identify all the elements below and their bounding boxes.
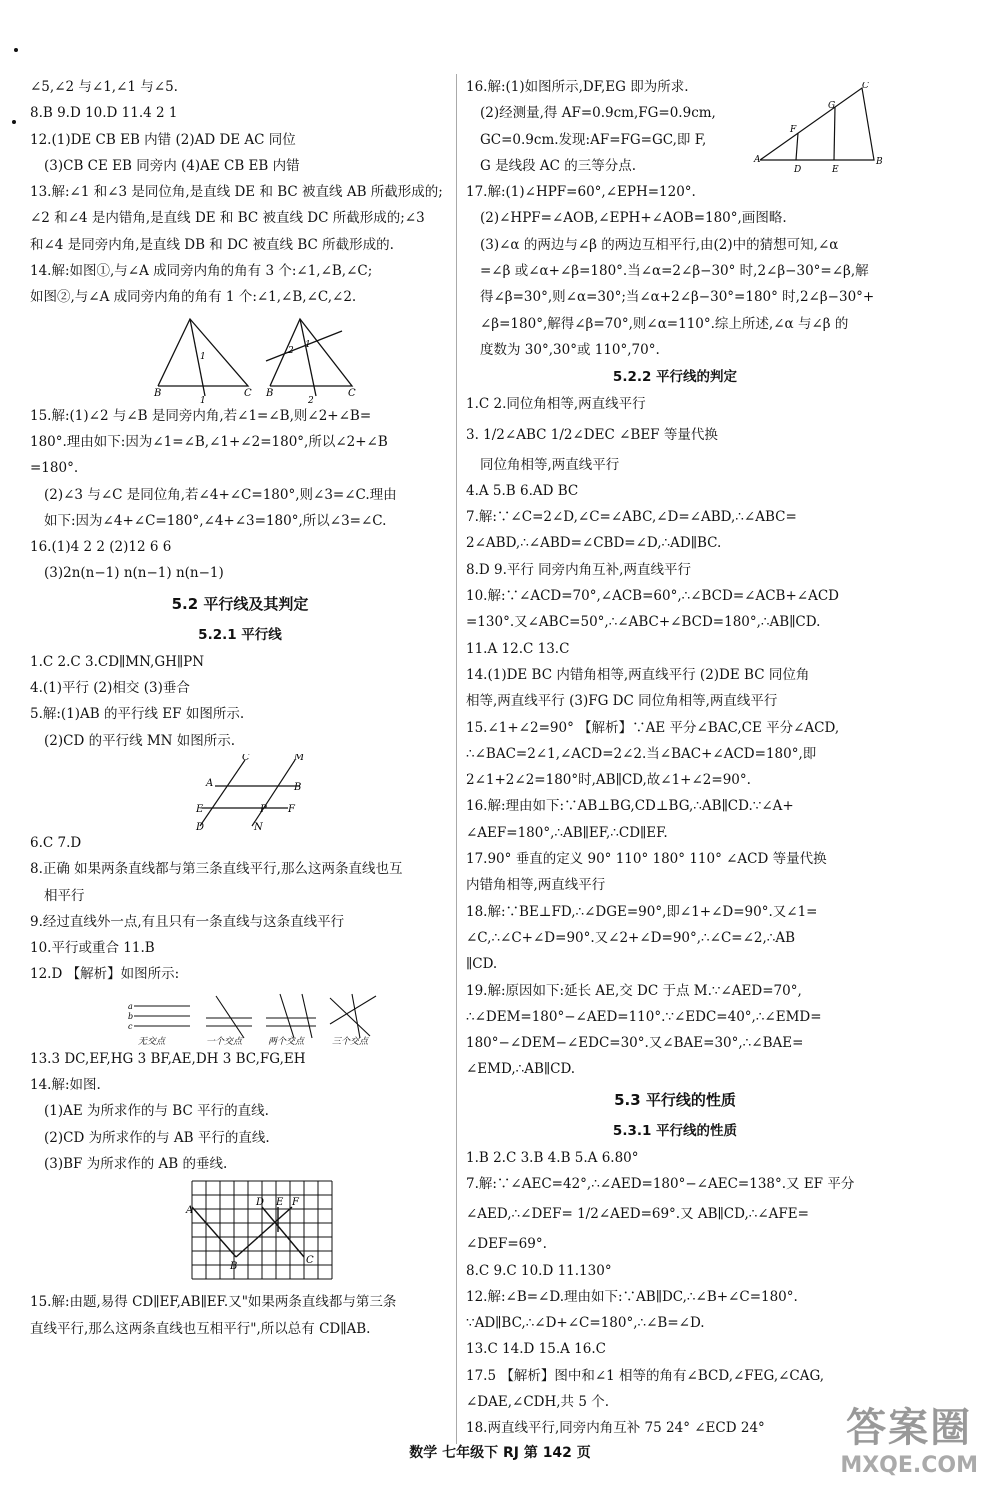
svg-text:C: C [862, 82, 869, 91]
svg-text:G: G [828, 101, 836, 111]
answer-line: 12.(1)DE CB EB 内错 (2)AD DE AC 同位 [30, 131, 296, 148]
answer-line: 14.解:如图. [30, 1077, 101, 1094]
figure-caption: 三个交点 [332, 1036, 369, 1046]
figure-caption: 两个交点 [268, 1036, 305, 1046]
answer-line: 5.解:(1)AB 的平行线 EF 如图所示. [30, 706, 245, 723]
answer-line: 2∠ABD,∴∠ABD=∠CBD=∠D,∴AD∥BC. [466, 535, 722, 552]
section-heading: 5.3 平行线的性质 [614, 1090, 736, 1109]
answer-line: (3)BF 为所求作的 AB 的垂线. [44, 1155, 228, 1172]
answer-line: 19.解:原因如下:延长 AE,交 DC 于点 M.∵∠AED=70°, [466, 982, 802, 999]
watermark-logo: 答案圈 [846, 1405, 973, 1451]
svg-text:C: C [242, 753, 250, 763]
watermark [840, 1396, 978, 1478]
answer-line: 1.B 2.C 3.B 4.B 5.A 6.80° [466, 1149, 639, 1166]
answer-line: G 是线段 AC 的三等分点. [480, 157, 637, 174]
answer-line: 相等,两直线平行 (3)FG DC 同位角相等,两直线平行 [466, 693, 778, 710]
answer-line: 7.解:∵∠AEC=42°,∴∠AED=180°−∠AEC=138°.又 EF 平分 [466, 1175, 855, 1192]
svg-text:M: M [294, 753, 305, 763]
svg-text:D: D [196, 821, 205, 830]
answer-line: 180°.理由如下:因为∠1=∠B,∠1+∠2=180°,所以∠2+∠B [30, 433, 388, 450]
answer-line: (2)CD 的平行线 MN 如图所示. [44, 732, 236, 749]
figure-caption: 一个交点 [206, 1036, 243, 1046]
answer-line: ∴∠DEM=180°−∠AED=110°.∵∠EDC=40°,∴∠EMD= [466, 1008, 822, 1025]
right-column [466, 74, 884, 1442]
answer-line: ∠DEF=69°. [466, 1236, 547, 1253]
answer-line: 1.C 2.同位角相等,两直线平行 [466, 396, 646, 413]
figure-12-intersections [30, 988, 450, 1046]
answer-line: 内错角相等,两直线平行 [466, 877, 606, 894]
answer-line: (2)经测量,得 AF=0.9cm,FG=0.9cm, [480, 105, 716, 122]
figure-caption: 1 [200, 395, 206, 403]
answer-line: 10.解:∵∠ACD=70°,∠ACB=60°,∴∠BCD=∠ACB+∠ACD [466, 588, 839, 605]
answer-line: 17.5 【解析】图中和∠1 相等的角有∠BCD,∠FEG,∠CAG, [466, 1367, 825, 1384]
svg-text:B: B [266, 387, 274, 399]
left-column [30, 74, 450, 1342]
answer-line: 相平行 [44, 887, 85, 904]
answer-line: (1)AE 为所求作的与 BC 平行的直线. [44, 1103, 269, 1120]
margin-dot [12, 120, 16, 124]
svg-text:E: E [196, 803, 204, 815]
answer-line: 直线平行,那么这两条直线也互相平行",所以总有 CD∥AB. [30, 1320, 371, 1337]
answer-line: 16.解:(1)如图所示,DF,EG 即为所求. [466, 79, 689, 95]
answer-line: 10.平行或重合 11.B [30, 940, 155, 957]
parallel-lines-diagram [30, 754, 450, 830]
intersections-diagram [30, 988, 450, 1046]
answer-line: 2∠1+2∠2=180°时,AB∥CD,故∠1+∠2=90°. [466, 772, 751, 789]
answer-line: 9.经过直线外一点,有且只有一条直线与这条直线平行 [30, 913, 345, 930]
svg-text:D: D [794, 165, 802, 174]
answer-line: ∠2 和∠4 是内错角,是直线 DE 和 BC 被直线 DC 所截形成的;∠3 [30, 210, 425, 227]
answer-line: (3)2n(n−1) n(n−1) n(n−1) [44, 565, 224, 582]
figure-caption: 2 [308, 395, 314, 403]
figure-14-grid [30, 1177, 450, 1289]
answer-line: ∠EMD,∴AB∥CD. [466, 1061, 576, 1078]
answer-line: 16.(1)4 2 2 (2)12 6 6 [30, 539, 172, 556]
answer-line: 16.解:理由如下:∵AB⊥BG,CD⊥BG,∴AB∥CD.∵∠A+ [466, 798, 794, 815]
svg-text:B: B [154, 387, 162, 399]
svg-text:B: B [876, 157, 883, 167]
svg-text:b: b [128, 1011, 134, 1021]
answer-line: 4.(1)平行 (2)相交 (3)垂合 [30, 680, 190, 697]
answer-line: (3)CB CE EB 同旁内 (4)AE CB EB 内错 [44, 157, 300, 174]
answer-line: GC=0.9cm.发现:AF=FG=GC,即 F, [480, 131, 707, 148]
page-footer: 数学 七年级下 RJ 第 142 页 [409, 1445, 591, 1461]
answer-line: (3)∠α 的两边与∠β 的两边互相平行,由(2)中的猜想可知,∠α [480, 236, 839, 253]
answer-line: 13.3 DC,EF,HG 3 BF,AE,DH 3 BC,FG,EH [30, 1050, 306, 1067]
answer-line: =180°. [30, 460, 79, 477]
answer-line: 8.C 9.C 10.D 11.130° [466, 1262, 612, 1279]
answer-line: 17.解:(1)∠HPF=60°,∠EPH=120°. [466, 184, 696, 201]
svg-text:C: C [348, 387, 356, 399]
trisection-diagram [752, 82, 892, 174]
answer-line: 15.解:由题,易得 CD∥EF,AB∥EF.又"如果两条直线都与第三条 [30, 1294, 397, 1311]
answer-line: 14.(1)DE BC 内错角相等,两直线平行 (2)DE BC 同位角 [466, 666, 810, 683]
section-heading: 5.2 平行线及其判定 [171, 594, 309, 613]
answer-line: 11.A 12.C 13.C [466, 640, 570, 657]
answer-line: 14.解:如图①,与∠A 成同旁内角的角有 3 个:∠1,∠B,∠C; [30, 263, 373, 280]
answer-line: =∠β 或∠α+∠β=180°.当∠α=2∠β−30° 时,2∠β−30°=∠β,解 [480, 263, 869, 280]
answer-line: 15.∠1+∠2=90° 【解析】∵AE 平分∠BAC,CE 平分∠ACD, [466, 719, 840, 736]
answer-line: 如图②,与∠A 成同旁内角的角有 1 个:∠1,∠B,∠C,∠2. [30, 289, 357, 306]
answer-line: ∠5,∠2 与∠1,∠1 与∠5. [30, 79, 178, 95]
answer-line: 15.解:(1)∠2 与∠B 是同旁内角,若∠1=∠B,则∠2+∠B= [30, 407, 372, 424]
answer-line: 同位角相等,两直线平行 [480, 456, 620, 473]
answer-line: 4.A 5.B 6.AD BC [466, 482, 579, 499]
svg-text:F: F [790, 125, 797, 135]
answer-line: (2)CD 为所求作的与 AB 平行的直线. [44, 1129, 270, 1146]
answer-line: ∠AED,∴∠DEF= 1/2∠AED=69°.又 AB∥CD,∴∠AFE= [466, 1206, 809, 1223]
svg-text:C: C [306, 1255, 314, 1267]
answer-line: ∥CD. [466, 956, 498, 973]
watermark-url: MXQE.COM [840, 1453, 978, 1478]
svg-text:A: A [206, 777, 214, 789]
svg-text:A: A [186, 1205, 194, 1217]
answer-line: 13.解:∠1 和∠3 是同位角,是直线 DE 和 BC 被直线 AB 所截形成的; [30, 184, 443, 201]
svg-text:E: E [832, 165, 839, 174]
figure-14-triangles [30, 311, 450, 403]
answer-line: 3. 1/2∠ABC 1/2∠DEC ∠BEF 等量代换 [466, 426, 718, 443]
answer-line: 12.解:∠B=∠D.理由如下:∵AB∥DC,∴∠B+∠C=180°. [466, 1288, 798, 1305]
svg-text:F: F [292, 1197, 299, 1209]
answer-line: 12.D 【解析】如图所示: [30, 966, 180, 983]
answer-line: 和∠4 是同旁内角,是直线 DB 和 DC 被直线 BC 所截形成的. [30, 236, 394, 253]
answer-line: ∵AD∥BC,∴∠D+∠C=180°,∴∠B=∠D. [466, 1315, 705, 1332]
margin-dot [14, 48, 18, 52]
svg-text:C: C [244, 387, 252, 399]
svg-text:P: P [260, 803, 267, 815]
answer-line: ∠C,∴∠C+∠D=90°.又∠2+∠D=90°,∴∠C=∠2,∴AB [466, 929, 796, 946]
answer-line: 1.C 2.C 3.CD∥MN,GH∥PN [30, 653, 205, 670]
svg-text:2: 2 [288, 345, 294, 356]
answer-line: 8.B 9.D 10.D 11.4 2 1 [30, 105, 178, 122]
svg-text:N: N [254, 821, 263, 830]
answer-line: ∠AEF=180°,∴AB∥EF,∴CD∥EF. [466, 824, 668, 841]
answer-line: 18.两直线平行,同旁内角互补 75 24° ∠ECD 24° [466, 1420, 765, 1437]
figure-5-parallel-lines [30, 754, 450, 830]
answer-line: =130°.又∠ABC=50°,∴∠ABC+∠BCD=180°,∴AB∥CD. [466, 614, 821, 631]
answer-line: 6.C 7.D [30, 834, 82, 851]
svg-text:D: D [256, 1197, 265, 1209]
svg-text:B: B [294, 781, 302, 793]
grid-diagram [30, 1177, 450, 1289]
answer-line: ∠β=180°,解得∠β=70°,则∠α=110°.综上所述,∠α 与∠β 的 [480, 315, 849, 332]
answer-line: 7.解:∵∠C=2∠D,∠C=∠ABC,∠D=∠ABD,∴∠ABC= [466, 509, 797, 526]
svg-text:B: B [230, 1261, 238, 1273]
subsection-heading: 5.2.1 平行线 [198, 626, 282, 643]
answer-line: ∠DAE,∠CDH,共 5 个. [466, 1394, 610, 1411]
answer-line: 8.D 9.平行 同旁内角互补,两直线平行 [466, 561, 691, 578]
svg-text:1: 1 [305, 339, 311, 350]
svg-text:c: c [128, 1021, 133, 1031]
subsection-heading: 5.3.1 平行线的性质 [612, 1122, 738, 1139]
answer-line: 8.正确 如果两条直线都与第三条直线平行,那么这两条直线也互 [30, 861, 403, 878]
answer-line: 180°−∠DEM−∠EDC=30°.又∠BAE=30°,∴∠BAE= [466, 1035, 804, 1052]
answer-line: 度数为 30°,30°或 110°,70°. [480, 341, 660, 358]
svg-text:F: F [288, 803, 295, 815]
answer-line: (2)∠3 与∠C 是同位角,若∠4+∠C=180°,则∠3=∠C.理由 [44, 486, 397, 503]
answer-line: 13.C 14.D 15.A 16.C [466, 1341, 606, 1358]
triangles-diagram [30, 311, 450, 403]
column-divider [456, 74, 457, 1444]
answer-line: 18.解:∵BE⊥FD,∴∠DGE=90°,即∠1+∠D=90°.又∠1= [466, 903, 818, 920]
svg-text:a: a [128, 1001, 133, 1011]
subsection-heading: 5.2.2 平行线的判定 [612, 369, 738, 386]
answer-line: 如下:因为∠4+∠C=180°,∠4+∠3=180°,所以∠3=∠C. [44, 512, 387, 529]
svg-text:E: E [276, 1197, 284, 1209]
figure-caption: 无交点 [138, 1036, 166, 1046]
svg-text:A: A [754, 155, 761, 165]
answer-line: ∴∠BAC=2∠1,∠ACD=2∠2.当∠BAC+∠ACD=180°,即 [466, 745, 817, 762]
answer-line: 17.90° 垂直的定义 90° 110° 180° 110° ∠ACD 等量代换 [466, 851, 827, 868]
answer-line: 得∠β=30°,则∠α=30°;当∠α+2∠β−30°=180° 时,2∠β−30°+ [480, 289, 875, 306]
answer-line: (2)∠HPF=∠AOB,∠EPH+∠AOB=180°,画图略. [480, 210, 787, 227]
svg-text:1: 1 [200, 351, 206, 362]
